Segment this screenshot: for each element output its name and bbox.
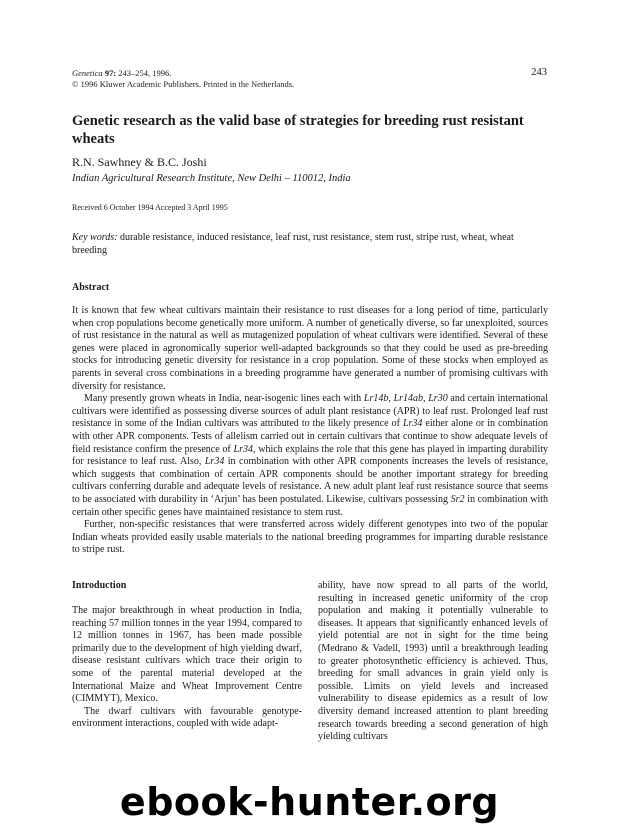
abstract-text: ,	[423, 393, 429, 405]
abstract-text: Many presently grown wheats in India, near-isogenic lines each with	[84, 393, 364, 405]
article-title: Genetic research as the valid base of strategies for breeding rust resistant wheats	[72, 113, 524, 147]
abstract-body	[72, 305, 548, 557]
abstract-paragraph-2	[72, 393, 548, 519]
journal-line	[72, 68, 294, 79]
keywords-list: durable resistance, induced resistance, leaf rust, rust resistance, stem rust, stripe rust, wheat, wheat breeding	[72, 232, 514, 256]
article-affiliation: Indian Agricultural Research Institute, New Delhi – 110012, India	[72, 173, 351, 184]
article-authors: R.N. Sawhney & B.C. Joshi	[72, 155, 207, 169]
abstract-heading: Abstract	[72, 282, 110, 293]
introduction-paragraph-1: The major breakthrough in wheat production in India, reaching 57 million tonnes in the year 1994, compared to 12 million tonnes in 1967, has been made possible primarily due to the development of high yielding dwarf, disease resistant cultivars which trace their origin to some of the parental material developed at the International Maize and Wheat Improvement Centre (CIMMYT), Mexico.	[72, 605, 302, 705]
gene-name: Lr34	[233, 443, 253, 455]
journal-name: Genetica	[72, 68, 103, 78]
gene-name: Lr14b	[363, 393, 389, 405]
gene-name: Sr2	[450, 493, 465, 505]
introduction-right-column	[318, 580, 548, 744]
abstract-text: either alone or in combination with other APR components. Tests of allelism carried out in certain cultivars that continue to show adequate levels of field resistance confirm the presence of	[72, 418, 548, 455]
journal-pages: 243–254, 1996.	[118, 68, 172, 78]
page-number: 243	[531, 67, 547, 78]
watermark-banner: ebook-hunter.org	[0, 778, 619, 825]
keywords-label: Key words:	[72, 232, 118, 243]
received-date: Received 6 October 1994 Accepted 3 April 1995	[72, 203, 228, 212]
abstract-text: in combination with certain other specific genes have maintained resistance to stem rust.	[72, 493, 549, 518]
gene-name: Lr14ab	[393, 393, 424, 405]
abstract-paragraph-3: Further, non-specific resistances that were transferred across widely different genotypes into two of the popular Indian wheats provided easily usable materials to the national breeding programmes for imparting durable resistance to stripe rust.	[72, 519, 548, 556]
gene-name: Lr34	[402, 418, 423, 430]
abstract-paragraph-1: It is known that few wheat cultivars maintain their resistance to rust diseases for a long period of time, particularly when crop populations become genetically more uniform. A number of genetically diverse, so far unexploited, sources of rust resistance in the natural as well as mutagenized population of wheat cultivars were identified. Several of these genes were placed in agronomically superior well-adapted backgrounds so that they could be used as pre-breeding stocks for introducing genetic diversity for resistance in a crop population. Some of these stocks when employed as parents in several cross combinations in a breeding programme have generated a number of promising cultivars with diversity for resistance.	[72, 305, 548, 392]
gene-name: Lr34	[204, 456, 225, 468]
gene-name: Lr30	[428, 393, 448, 405]
abstract-text: , which explains the role that this gene has played in imparting durability for resistance to leaf rust. Also,	[72, 443, 549, 468]
introduction-paragraph-2: The dwarf cultivars with favourable genotype-environment interactions, coupled with wide adapt-	[72, 705, 302, 730]
abstract-text: in combination with other APR components increases the levels of resistance, which suggests that combination of certain APR components should be another important strategy for breeding cultivars conferring durable and adequate levels of resistance. A new adult plant leaf rust resistance source that seems to be associated with durability in ‘Arjun’ has been postulated. Likewise, cultivars possessing	[72, 456, 549, 505]
keywords	[72, 231, 548, 257]
introduction-paragraph-3: ability, have now spread to all parts of the world, resulting in increased genetic uniformity of the crop population and making it potentially vulnerable to diseases. It appears that significantly enhanced levels of yield potential are not in sight for the time being (Medrano & Vadell, 1993) until a breakthrough leading to greater photosynthetic efficiency is achieved. Thus, breeding for small advances in grain yield only is possible. Limits on yield levels and increased vulnerability to disease epidemics as a result of low diversity demand increased attention to plant breeding research towards breeding a second generation of high yielding cultivars	[318, 580, 548, 743]
abstract-text: ,	[388, 393, 394, 405]
introduction-heading: Introduction	[72, 580, 127, 591]
journal-volume: 97:	[104, 68, 117, 78]
copyright-line: © 1996 Kluwer Academic Publishers. Printed in the Netherlands.	[72, 79, 295, 89]
abstract-text: and certain international cultivars were identified as possessing diverse sources of adult plant resistance (APR) to leaf rust. Prolonged leaf rust resistance in some of the Indian cultivars was attributed to the likely presence of	[72, 393, 548, 430]
journal-citation	[72, 68, 294, 90]
introduction-left-column	[72, 605, 302, 731]
